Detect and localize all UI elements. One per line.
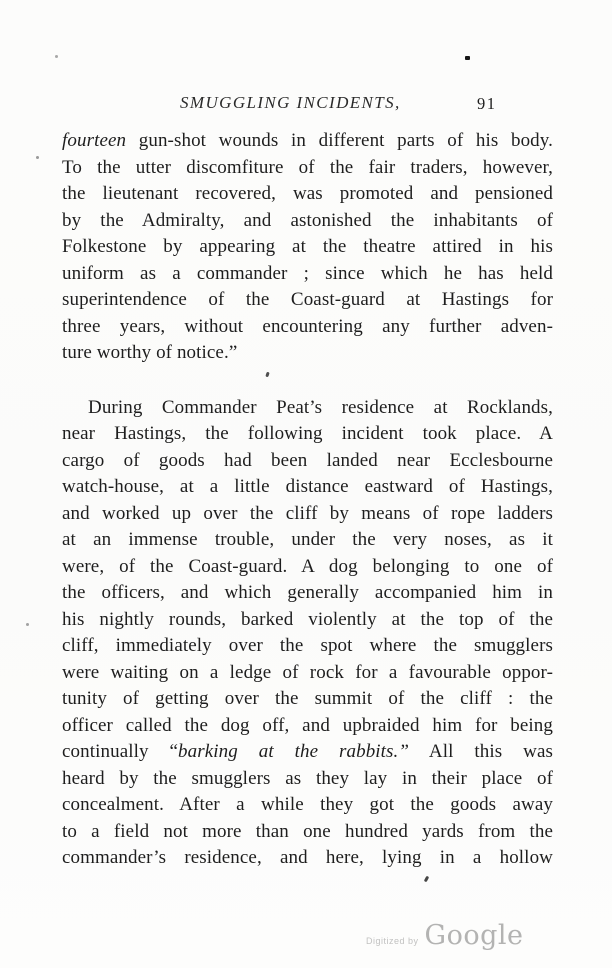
text-line: uniform as a commander ; since which he has held xyxy=(62,262,553,284)
text-line: commander’s residence, and here, lying in a hollow xyxy=(62,847,553,868)
text-line: superintendence of the Coast-guard at Hastings for xyxy=(62,289,553,310)
text-line: his nightly rounds, barked violently at the top of the xyxy=(62,608,553,630)
text-line: by the Admiralty, and astonished the inhabitants of xyxy=(62,209,553,231)
text-line xyxy=(62,739,553,766)
text-block xyxy=(62,128,553,872)
google-logo-text: Google xyxy=(424,920,524,951)
text-line: officer called the dog off, and upbraided him for being xyxy=(62,714,553,736)
text-line: and worked up over the cliff by means of rope ladders xyxy=(62,502,553,524)
text-line: were, of the Coast-guard. A dog belonging to one of xyxy=(62,555,553,577)
google-digitization-watermark xyxy=(366,920,524,951)
text-line: watch-house, at a little distance eastward of Hastings, xyxy=(62,476,553,497)
text-line: To the utter discomfiture of the fair traders, however, xyxy=(62,156,553,178)
text-line: concealment. After a while they got the goods away xyxy=(62,794,553,815)
text-line: cliff, immediately over the spot where the smugglers xyxy=(62,635,553,656)
scan-speck xyxy=(465,56,470,60)
text-segment: All this was xyxy=(409,741,553,762)
scan-speck xyxy=(424,876,429,883)
text-line: ture worthy of notice.” xyxy=(62,342,238,363)
text-segment: continually “ xyxy=(62,741,179,762)
text-segment: gun-shot wounds in different parts of his body. xyxy=(126,130,553,151)
text-line: the lieutenant recovered, was promoted and pensioned xyxy=(62,183,553,204)
page-number: 91 xyxy=(477,94,497,113)
digitized-by-label: Digitized by xyxy=(366,936,419,946)
italic-word: fourteen xyxy=(62,130,127,151)
text-line: three years, without encountering any further adven- xyxy=(62,315,553,337)
scan-speck xyxy=(26,623,29,626)
text-line: heard by the smugglers as they lay in their place of xyxy=(62,767,553,789)
text-line: During Commander Peat’s residence at Rocklands, xyxy=(88,396,553,418)
text-line: at an immense trouble, under the very noses, as it xyxy=(62,529,553,550)
scan-speck xyxy=(55,55,58,58)
text-line: tunity of getting over the summit of the cliff : the xyxy=(62,688,553,709)
text-line: the officers, and which generally accompanied him in xyxy=(62,582,553,603)
paragraph-2 xyxy=(62,395,553,872)
scan-speck xyxy=(36,156,39,159)
running-header-title: SMUGGLING INCIDENTS, xyxy=(180,93,401,112)
italic-phrase: barking at the rabbits.” xyxy=(178,741,410,762)
text-line: Folkestone by appearing at the theatre attired in his xyxy=(62,236,553,257)
text-line: cargo of goods had been landed near Ecclesbourne xyxy=(62,449,553,471)
text-line: were waiting on a ledge of rock for a favourable oppor- xyxy=(62,661,553,683)
text-line: near Hastings, the following incident took place. A xyxy=(62,423,553,444)
text-line: to a field not more than one hundred yards from the xyxy=(62,820,553,842)
paragraph-1 xyxy=(62,128,553,367)
text-line xyxy=(62,128,553,155)
